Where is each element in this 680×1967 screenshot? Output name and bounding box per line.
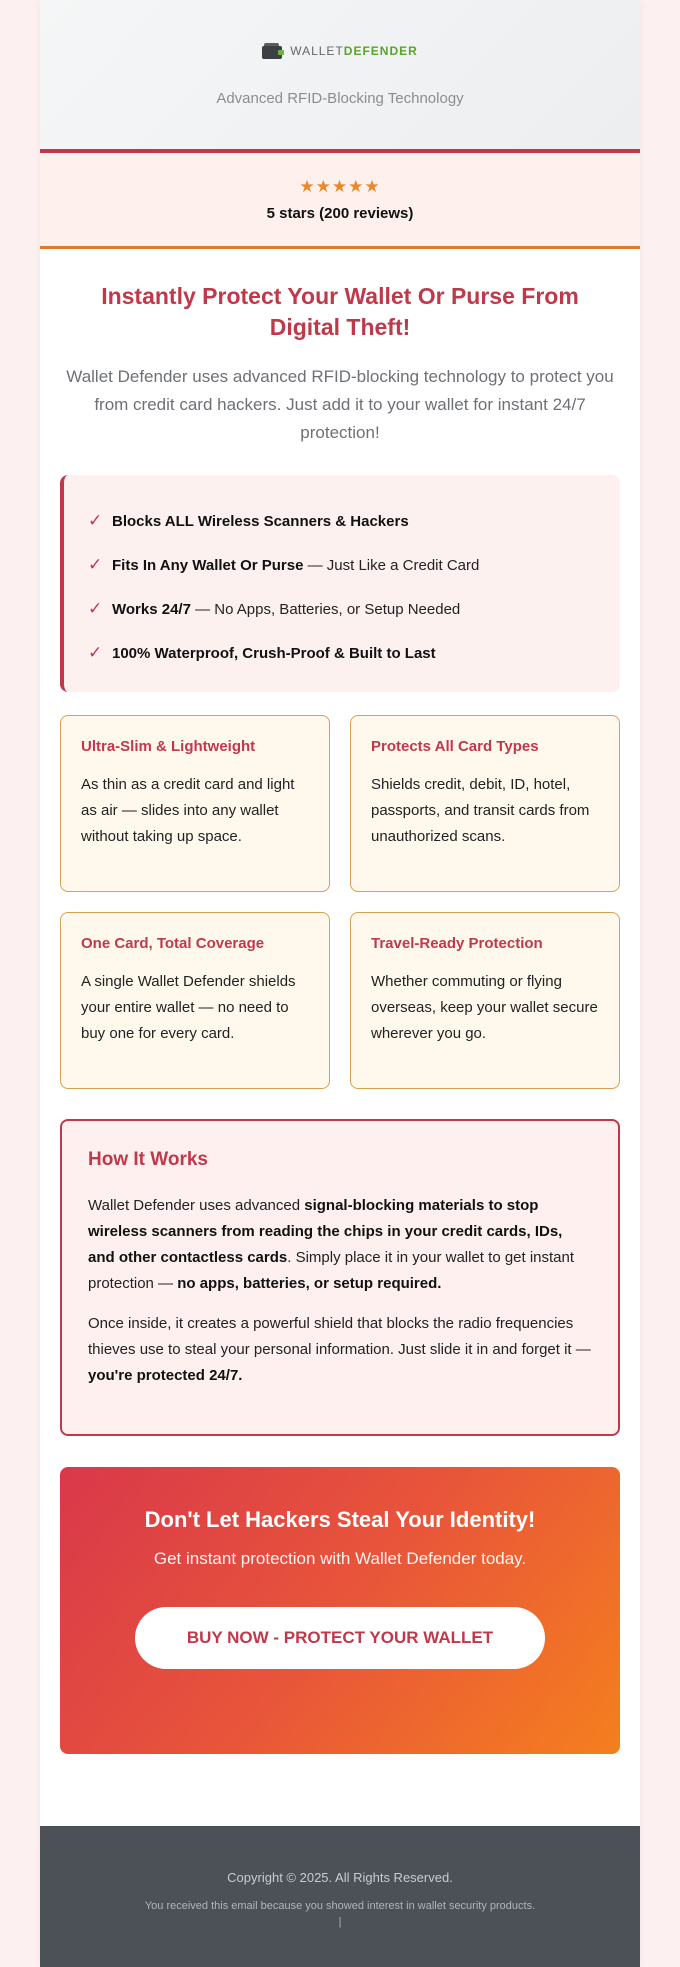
how-it-works-paragraph: Wallet Defender uses advanced signal-blocking materials to stop wireless scanners from reading the chips in your credit cards, IDs, and other contactless cards. Simply place it in your wallet to get instant protection — no apps, batteries, or setup required. — [88, 1197, 575, 1292]
benefit-item: ✓ Blocks ALL Wireless Scanners & Hackers — [88, 511, 409, 530]
checkmark-icon: ✓ — [88, 643, 103, 662]
feature-card — [60, 912, 330, 1089]
feature-card — [350, 715, 620, 892]
main-content — [40, 281, 640, 1754]
feature-card-body: As thin as a credit card and light as air — slides into any wallet without taking up space. — [81, 776, 295, 845]
rating-banner — [40, 153, 640, 249]
tagline: Advanced RFID-Blocking Technology — [216, 90, 464, 107]
footer — [40, 1826, 640, 1967]
cta-banner — [60, 1467, 620, 1754]
feature-card-body: Whether commuting or flying overseas, keep your wallet secure wherever you go. — [371, 973, 598, 1042]
cta-subtitle: Get instant protection with Wallet Defender today. — [153, 1549, 527, 1568]
feature-card — [350, 912, 620, 1089]
feature-card-title: Ultra-Slim & Lightweight — [81, 738, 256, 755]
feature-card-title: Travel-Ready Protection — [371, 935, 543, 952]
email-container — [40, 0, 640, 1967]
star-rating-icon: ★★★★★ — [299, 177, 381, 196]
headline: Instantly Protect Your Wallet Or Purse From Digital Theft! — [101, 283, 579, 340]
how-it-works-title: How It Works — [88, 1149, 208, 1170]
feature-card-title: One Card, Total Coverage — [81, 935, 265, 952]
email-notice-text: You received this email because you showed interest in wallet security products. — [144, 1900, 536, 1912]
cta-title: Don't Let Hackers Steal Your Identity! — [144, 1507, 536, 1532]
feature-card-title: Protects All Card Types — [371, 738, 539, 755]
copyright-text: Copyright © 2025. All Rights Reserved. — [227, 1870, 453, 1885]
benefit-item: ✓ 100% Waterproof, Crush-Proof & Built to Last — [88, 643, 436, 662]
how-it-works-paragraph: Once inside, it creates a powerful shield that blocks the radio frequencies thieves use to steal your personal information. Just slide it in and forget it — you're protected 24/7. — [88, 1315, 591, 1384]
feature-card-body: Shields credit, debit, ID, hotel, passports, and transit cards from unauthorized scans. — [371, 776, 590, 845]
benefit-item: ✓ Fits In Any Wallet Or Purse — Just Like a Credit Card — [88, 555, 480, 574]
feature-cards — [60, 715, 620, 1089]
wallet-icon — [262, 43, 284, 59]
header — [40, 0, 640, 153]
checkmark-icon: ✓ — [88, 599, 103, 618]
feature-card-body: A single Wallet Defender shields your entire wallet — no need to buy one for every card. — [81, 973, 296, 1042]
benefits-list — [60, 475, 620, 692]
logo[interactable] — [40, 0, 640, 59]
checkmark-icon: ✓ — [88, 555, 103, 574]
checkmark-icon: ✓ — [88, 511, 103, 530]
rating-text: 5 stars (200 reviews) — [266, 205, 414, 222]
feature-card — [60, 715, 330, 892]
benefit-item: ✓ Works 24/7 — No Apps, Batteries, or Setup Needed — [88, 599, 461, 618]
logo-text: WALLETDEFENDER — [290, 44, 418, 58]
buy-now-button[interactable]: BUY NOW - PROTECT YOUR WALLET — [135, 1607, 545, 1669]
intro-text: Wallet Defender uses advanced RFID-blocking technology to protect you from credit card hackers. Just add it to your wallet for instant 24/7 protection! — [66, 367, 614, 442]
footer-separator: | — [338, 1916, 342, 1928]
how-it-works-box — [60, 1119, 620, 1436]
